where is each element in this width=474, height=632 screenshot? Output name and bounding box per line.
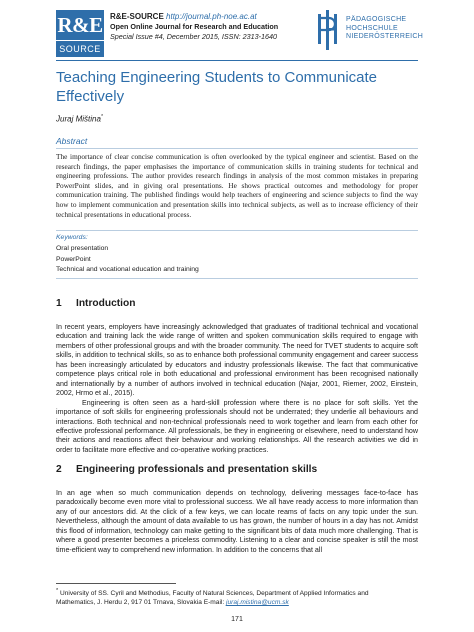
section-body-presentation-skills xyxy=(56,489,418,555)
journal-subtitle: Open Online Journal for Research and Education xyxy=(110,22,279,31)
abstract-heading: Abstract xyxy=(56,136,88,146)
paragraph: Engineering is often seen as a hard-skill profession where there is no place for soft skills. Yet the importance of soft skills for engineering professionals should not be underrated; they underlie all behaviours and interactions. Both technical and non-technical professionals need to work together and learn from each other for effective professional performance. All professionals, be they in engineering or elsewhere, need to understand how their actions and reactions affect their behaviour and working relationships. All the research activities we did in order to facilitate more effective and co-operative working practices. xyxy=(56,398,418,454)
paragraph: In an age when so much communication depends on technology, delivering messages face-to-face has paradoxically become even more vital to professional success. We all have ready access to more information than any of our ancestors did. At the click of a few keys, we can locate reams of facts on any topic under the sun. Nevertheless, although the amount of data available to us has grown, the number of hours in a day has not. Amidst this flood of information, technology can make getting to the significant bits of data much more challenging. That is where a good presenter becomes a priceless commodity. Listening to a clear and concise speaker is still the most time-efficient way to comprehend new information. In addition to the concerns that all xyxy=(56,489,418,554)
abstract-divider xyxy=(56,148,418,149)
keywords-label: Keywords: xyxy=(56,234,88,241)
issue-line: Special Issue #4, December 2015, ISSN: 2313-1640 xyxy=(110,32,278,41)
re-source-logo xyxy=(56,10,104,58)
keywords-list xyxy=(56,244,199,276)
keyword-item: PowerPoint xyxy=(56,255,91,263)
paper-title: Teaching Engineering Students to Communicate Effectively xyxy=(56,69,378,105)
keywords-divider-top xyxy=(56,230,418,231)
author-name: Juraj Miština* xyxy=(56,114,103,124)
abstract-text: The importance of clear concise communication is often overlooked by the typical engineer and scientist. Based on the research findings, the paper emphasises the importance of communication skills in training students for technical and engineering professions. The author provides research findings in analysis of the most common mistakes in preparing PowerPoint slides, and in giving oral presentations. He shows practical outcomes and methodology for proper communication training. The published findings would help teachers of engineering and science subjects to find the way how to implement communication and presentation skills into technical subjects, as well as to increase efficiency of their technical presentations in educational process. xyxy=(56,152,418,219)
keyword-item: Technical and vocational education and training xyxy=(56,266,199,273)
journal-url-link[interactable]: http://journal.ph-noe.ac.at xyxy=(166,12,257,21)
author-email-link[interactable]: juraj.mistina@ucm.sk xyxy=(226,599,289,607)
footnote-divider xyxy=(56,583,176,584)
section-heading-presentation-skills: 2 Engineering professionals and presentation skills xyxy=(56,464,318,475)
ph-emblem-icon xyxy=(316,10,340,50)
journal-header xyxy=(110,12,310,42)
logo-main-text: R&E xyxy=(56,10,104,40)
ph-wordmark: PÄDAGOGISCHE HOCHSCHULE NIEDERÖSTERREICH xyxy=(346,16,424,40)
author-footnote: * University of SS. Cyril and Methodius, Faculty of Natural Sciences, Department of Applied Informatics and Mathematics, J. Herdu 2, 917 01 Trnava, Slovakia E-mail: juraj.mistina@ucm.sk xyxy=(56,588,369,607)
page-number: 171 xyxy=(231,616,243,623)
section-body-introduction xyxy=(56,323,418,455)
paragraph: In recent years, employers have increasingly acknowledged that graduates of traditional technical and vocational education and training lack the wide range of written and spoken communication skills required to engage with members of other professional groups and with the broader community. The need for TVET students to acquire soft skills, in addition to technical skills, so as to enhance both professional community engagement and career success has been increasingly articulated by educators and industry professionals likewise. The fact that communicative competence plays critical role in both educational and professional environment has been recognised nationally and internationally by a number of authors involved in technical education (Najar, 2001, Riemer, 2002, Einstein, 2002, Hrmo et al., 2015). xyxy=(56,323,418,398)
section-heading-introduction: 1 Introduction xyxy=(56,298,136,309)
logo-sub-text: SOURCE xyxy=(56,41,104,57)
header-divider xyxy=(56,60,418,61)
keywords-divider-bottom xyxy=(56,278,418,279)
journal-name: R&E-SOURCE xyxy=(110,12,164,21)
keyword-item: Oral presentation xyxy=(56,245,109,252)
